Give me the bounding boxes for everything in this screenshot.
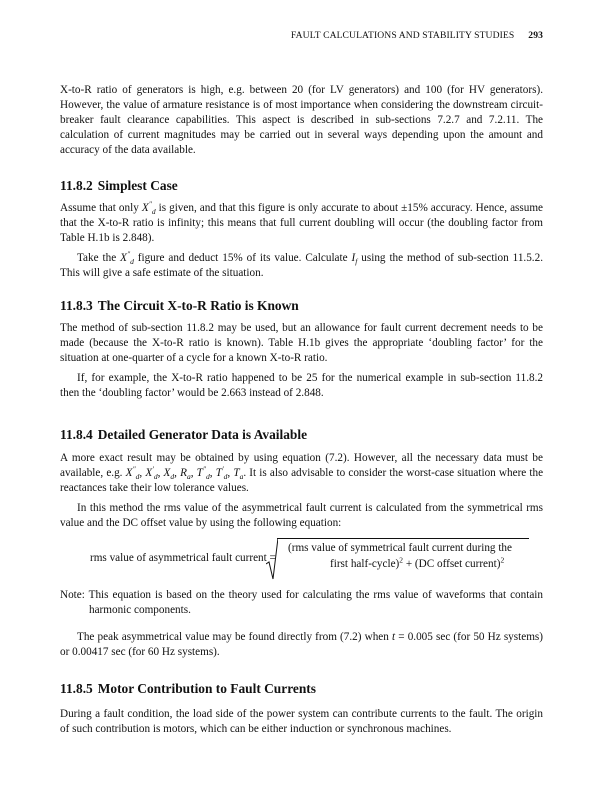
radical-sign-icon xyxy=(266,538,278,580)
section-title: Motor Contribution to Fault Currents xyxy=(97,681,316,696)
section-11-8-2-body xyxy=(60,201,543,281)
running-head xyxy=(291,30,543,41)
note-block xyxy=(60,588,543,618)
section-number: 11.8.3 xyxy=(60,298,93,313)
section-11-8-3 xyxy=(60,298,543,314)
intro-block xyxy=(60,83,543,158)
section-number: 11.8.5 xyxy=(60,681,93,696)
paragraph: If, for example, the X-to-R ratio happened to be 25 for the numerical example in sub-section 11.8.2 then the ‘doubling factor’ would be 2.663 instead of 2.848. xyxy=(60,372,543,400)
section-11-8-2 xyxy=(60,178,543,194)
section-11-8-5-body xyxy=(60,707,543,737)
intro-paragraph: X-to-R ratio of generators is high, e.g. between 20 (for LV generators) and 100 (for HV generators). However, the value of armature resistance is of most importance when considering the downstream circuit-breaker fault clearance capabilities. This aspect is described in sub-sections 7.2.7 and 7.2.11. The calculation of current magnitudes may be carried out in several ways depending upon the amount and accuracy of the data available. xyxy=(60,84,543,157)
section-title: Simplest Case xyxy=(97,178,178,193)
paragraph: Take the $X''_d$ figure and deduct 15% of its value. Calculate $I_f$ using the method of sub-section 11.5.2. This will give a safe estimate of the situation. xyxy=(60,249,543,280)
section-11-8-5 xyxy=(60,681,543,697)
section-11-8-4-body xyxy=(60,451,543,531)
section-title: The Circuit X-to-R Ratio is Known xyxy=(97,298,299,313)
section-title: Detailed Generator Data is Available xyxy=(97,427,308,442)
equation-line-1: (rms value of symmetrical fault current during the xyxy=(288,542,512,554)
symbol-xd-subtransient: $X''_d$ xyxy=(141,199,156,217)
paragraph: In this method the rms value of the asymmetrical fault current is calculated from the symmetrical rms value and the DC offset value by using the following equation: xyxy=(60,502,543,530)
equation-lhs: rms value of asymmetrical fault current = xyxy=(90,552,276,564)
running-title: FAULT CALCULATIONS AND STABILITY STUDIES xyxy=(290,30,515,41)
paragraph: During a fault condition, the load side of the power system can contribute currents to the fault. The origin of such contribution is motors, which can be either induction or synchronous machines. xyxy=(60,708,543,736)
section-heading xyxy=(60,178,543,194)
paragraph: The peak asymmetrical value may be found directly from (7.2) when t = 0.005 sec (for 50 Hz systems) or 0.00417 sec (for 60 Hz systems). xyxy=(60,631,543,659)
section-11-8-4 xyxy=(60,427,543,443)
paragraph: The method of sub-section 11.8.2 may be used, but an allowance for fault current decrement needs to be made (because the X-to-R ratio is known). Table H.1b gives the appropriate ‘doubling factor’ for the situation at one-quarter of a cycle for a known X-to-R ratio. xyxy=(60,322,543,365)
section-heading xyxy=(60,681,543,697)
section-11-8-4-tail xyxy=(60,630,543,660)
section-heading xyxy=(60,427,543,443)
section-heading xyxy=(60,298,543,314)
equation-line-2: first half-cycle)$^2$ + (DC offset current)$^2$ xyxy=(330,555,505,570)
paragraph: Assume that only $X''_d$ is given, and that this figure is only accurate to about ±15% accuracy. Hence, assume that the X-to-R ratio is infinity; this means that full current doubling will occur (the doubling factor from Table H.1b is 2.848). xyxy=(60,199,544,245)
section-number: 11.8.4 xyxy=(60,427,93,442)
section-11-8-3-body xyxy=(60,321,543,401)
paragraph: A more exact result may be obtained by using equation (7.2). However, all the necessary data must be available, e.g. $X''_d$, $X'_d$, $X_d$, $R_a$, $T''_d$, $T'_d$, $T_a$. It is also advisable to consider the worst-case situation where the reactances take their low tolerance values. xyxy=(60,452,544,495)
symbol-if: $I_f$ xyxy=(351,252,358,267)
radical-bar xyxy=(277,538,529,539)
note: Note: This equation is based on the theory used for calculating the rms value of waveforms that contain harmonic components. xyxy=(60,589,543,617)
section-number: 11.8.2 xyxy=(60,178,93,193)
symbol-xd-subtransient: $X''_d$ xyxy=(120,249,134,267)
equation xyxy=(60,538,543,584)
symbol-list: $X''_d$, $X'_d$, $X_d$, $R_a$, $T''_d$, $T'_d$, $T_a$ xyxy=(125,464,244,482)
symbol-t: t xyxy=(392,631,396,643)
page-number: 293 xyxy=(528,30,543,41)
